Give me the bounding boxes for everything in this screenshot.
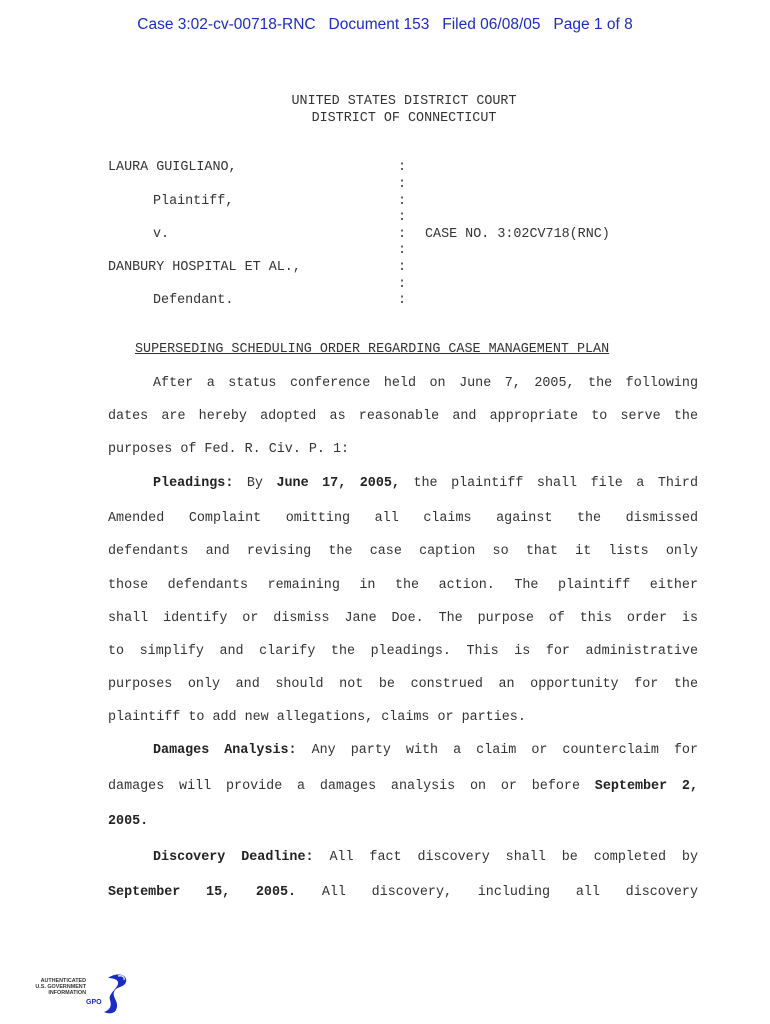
pleadings-line: purposes only and should not be construed an opportunity for the [108, 677, 698, 692]
intro-line: dates are hereby adopted as reasonable and appropriate to serve the [108, 409, 698, 424]
header-filed: Filed 06/08/05 [442, 16, 541, 33]
damages-line [153, 743, 698, 758]
order-title: SUPERSEDING SCHEDULING ORDER REGARDING CASE MANAGEMENT PLAN [135, 342, 610, 357]
pleadings-heading: Pleadings: [153, 476, 234, 491]
case-number: CASE NO. 3:02CV718(RNC) [425, 227, 610, 242]
plaintiff-role: Plaintiff, [153, 194, 234, 209]
logo-gpo-text: GPO [86, 999, 102, 1006]
discovery-heading: Discovery Deadline: [153, 850, 314, 865]
pleadings-text: the plaintiff shall file a Third [399, 476, 698, 491]
damages-line [108, 814, 698, 829]
document-header [0, 16, 770, 34]
header-case: Case 3:02-cv-00718-RNC [137, 16, 316, 33]
intro-line: After a status conference held on June 7, 2005, the following [153, 376, 698, 391]
versus: v. [153, 227, 170, 242]
damages-heading: Damages Analysis: [153, 743, 297, 758]
damages-text: Any party with a claim or counterclaim for [296, 743, 698, 758]
discovery-line [108, 885, 698, 900]
logo-line: AUTHENTICATED [40, 978, 86, 984]
pleadings-line: shall identify or dismiss Jane Doe. The purpose of this order is [108, 611, 698, 626]
damages-date: September 2, [594, 779, 698, 794]
discovery-date: September 15, 2005. [108, 885, 297, 900]
logo-line: U.S. GOVERNMENT [35, 984, 86, 990]
damages-date-year: 2005. [108, 814, 149, 829]
court-district: DISTRICT OF CONNECTICUT [311, 111, 497, 126]
logo-text [6, 978, 86, 996]
caption-colon: : [398, 210, 407, 225]
court-name: UNITED STATES DISTRICT COURT [291, 94, 517, 109]
plaintiff-name: LAURA GUIGLIANO, [108, 160, 237, 175]
damages-line [108, 779, 698, 794]
pleadings-line: plaintiff to add new allegations, claims or parties. [108, 710, 526, 725]
pleadings-date: June 17, 2005, [276, 476, 400, 491]
defendant-name: DANBURY HOSPITAL ET AL., [108, 260, 301, 275]
pleadings-line: those defendants remaining in the action. The plaintiff either [108, 578, 698, 593]
gpo-authentication-logo [35, 972, 134, 1016]
header-document: Document 153 [328, 16, 430, 33]
caption-colon: : [398, 177, 407, 192]
header-page: Page 1 of 8 [553, 16, 633, 33]
intro-line: purposes of Fed. R. Civ. P. 1: [108, 442, 350, 457]
pleadings-line [153, 476, 698, 491]
pleadings-line: defendants and revising the case caption so that it lists only [108, 544, 698, 559]
discovery-text: All discovery, including all discovery [296, 885, 698, 900]
discovery-text: All fact discovery shall be completed by [313, 850, 698, 865]
caption-colon: : [398, 194, 407, 209]
caption-colon: : [398, 227, 407, 242]
damages-text: damages will provide a damages analysis on or before [108, 779, 595, 794]
discovery-line [153, 850, 698, 865]
caption-colon: : [398, 160, 407, 175]
pleadings-line: Amended Complaint omitting all claims against the dismissed [108, 511, 698, 526]
caption-colon: : [398, 277, 407, 292]
defendant-role: Defendant. [153, 293, 234, 308]
pleadings-text: By [233, 476, 277, 491]
caption-colon: : [398, 243, 407, 258]
caption-colon: : [398, 260, 407, 275]
eagle-icon [102, 972, 132, 1016]
logo-line: INFORMATION [48, 990, 86, 996]
pleadings-line: to simplify and clarify the pleadings. This is for administrative [108, 644, 698, 659]
caption-colon: : [398, 293, 407, 308]
